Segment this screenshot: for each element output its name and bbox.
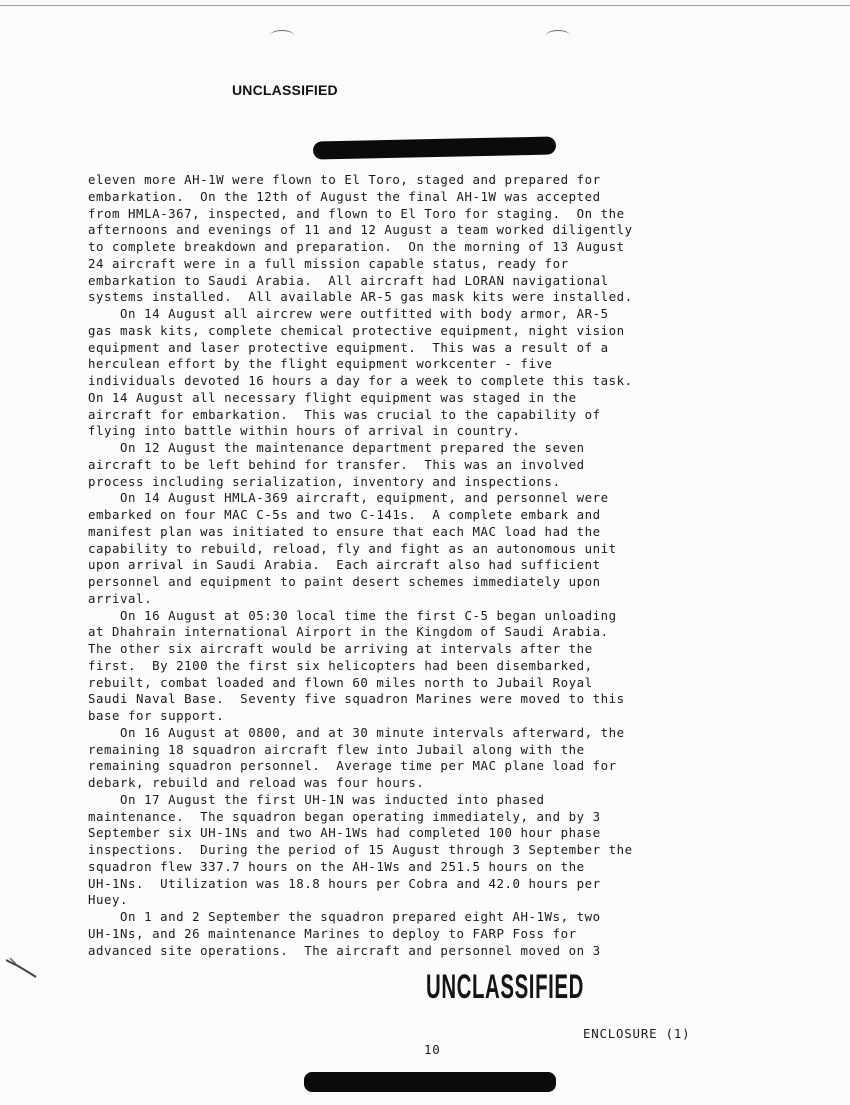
enclosure-label: ENCLOSURE (1)	[583, 1026, 691, 1041]
body-line: equipment and laser protective equipment. This was a result of a	[88, 339, 609, 355]
body-line: arrival.	[88, 590, 153, 606]
body-line: On 1 and 2 September the squadron prepared eight AH-1Ws, two	[88, 909, 601, 924]
body-line: gas mask kits, complete chemical protective equipment, night vision	[88, 322, 625, 338]
unclassified-stamp: UNCLASSIFIED	[426, 968, 584, 1006]
body-line: On 14 August all aircrew were outfitted with body armor, AR-5	[88, 306, 609, 321]
body-line: afternoons and evenings of 11 and 12 August a team worked diligently	[88, 222, 633, 238]
body-line: inspections. During the period of 15 August through 3 September the	[88, 842, 633, 857]
body-line: debark, rebuild and reload was four hours.	[88, 775, 425, 790]
body-line: base for support.	[88, 708, 225, 723]
body-line: embarkation. On the 12th of August the final AH-1W was accepted	[88, 188, 601, 204]
body-line: On 12 August the maintenance department prepared the seven	[88, 440, 585, 455]
body-line: The other six aircraft would be arriving at intervals after the	[88, 641, 593, 656]
document-body-text	[88, 172, 848, 959]
body-line: UH-1Ns, and 26 maintenance Marines to deploy to FARP Foss for	[88, 925, 577, 941]
page-number: 10	[424, 1042, 441, 1057]
body-line: flying into battle within hours of arrival in country.	[88, 423, 521, 439]
body-line: September six UH-1Ns and two AH-1Ws had completed 100 hour phase	[88, 825, 601, 841]
scan-mark-right	[546, 30, 570, 41]
body-line: upon arrival in Saudi Arabia. Each aircraft also had sufficient	[88, 557, 601, 573]
body-line: Huey.	[88, 892, 129, 908]
body-line: eleven more AH-1W were flown to El Toro, staged and prepared for	[88, 172, 601, 187]
body-line: Saudi Naval Base. Seventy five squadron Marines were moved to this	[88, 691, 625, 707]
redaction-bar-top	[313, 136, 556, 159]
body-line: remaining squadron personnel. Average time per MAC plane load for	[88, 758, 617, 774]
body-line: to complete breakdown and preparation. On the morning of 13 August	[88, 239, 625, 254]
body-line: embarkation to Saudi Arabia. All aircraft had LORAN navigational	[88, 272, 609, 288]
body-line: UH-1Ns. Utilization was 18.8 hours per Cobra and 42.0 hours per	[88, 875, 601, 891]
body-line: On 14 August all necessary flight equipment was staged in the	[88, 389, 577, 405]
body-line: On 16 August at 0800, and at 30 minute intervals afterward, the	[88, 724, 625, 740]
staple-mark-icon	[6, 958, 40, 980]
body-line: aircraft for embarkation. This was crucial to the capability of	[88, 406, 601, 422]
body-line: squadron flew 337.7 hours on the AH-1Ws and 251.5 hours on the	[88, 858, 585, 874]
body-line: personnel and equipment to paint desert schemes immediately upon	[88, 574, 601, 589]
body-line: manifest plan was initiated to ensure that each MAC load had the	[88, 523, 601, 539]
body-line: On 17 August the first UH-1N was inducted into phased	[88, 791, 545, 807]
body-line: from HMLA-367, inspected, and flown to El Toro for staging. On the	[88, 205, 625, 221]
redaction-bar-bottom	[304, 1072, 556, 1092]
body-line: maintenance. The squadron began operating immediately, and by 3	[88, 808, 601, 824]
body-line: On 16 August at 05:30 local time the first C-5 began unloading	[88, 607, 617, 623]
body-line: individuals devoted 16 hours a day for a week to complete this task.	[88, 373, 633, 388]
body-line: remaining 18 squadron aircraft flew into Jubail along with the	[88, 741, 585, 757]
scan-mark-left	[270, 30, 294, 41]
body-line: On 14 August HMLA-369 aircraft, equipment, and personnel were	[88, 490, 609, 506]
body-line: embarked on four MAC C-5s and two C-141s. A complete embark and	[88, 507, 601, 522]
scan-top-border	[0, 5, 850, 6]
body-line: first. By 2100 the first six helicopters had been disembarked,	[88, 657, 593, 673]
body-line: 24 aircraft were in a full mission capable status, ready for	[88, 255, 569, 271]
body-line: process including serialization, inventory and inspections.	[88, 473, 561, 489]
body-line: rebuilt, combat loaded and flown 60 miles north to Jubail Royal	[88, 674, 593, 690]
body-line: capability to rebuild, reload, fly and fight as an autonomous unit	[88, 540, 617, 556]
body-line: at Dhahrain international Airport in the Kingdom of Saudi Arabia.	[88, 624, 609, 640]
body-line: advanced site operations. The aircraft and personnel moved on 3	[88, 942, 601, 958]
header-classification: UNCLASSIFIED	[232, 82, 338, 98]
body-line: systems installed. All available AR-5 gas mask kits were installed.	[88, 289, 633, 305]
body-line: herculean effort by the flight equipment workcenter - five	[88, 356, 553, 372]
body-line: aircraft to be left behind for transfer. This was an involved	[88, 456, 585, 472]
